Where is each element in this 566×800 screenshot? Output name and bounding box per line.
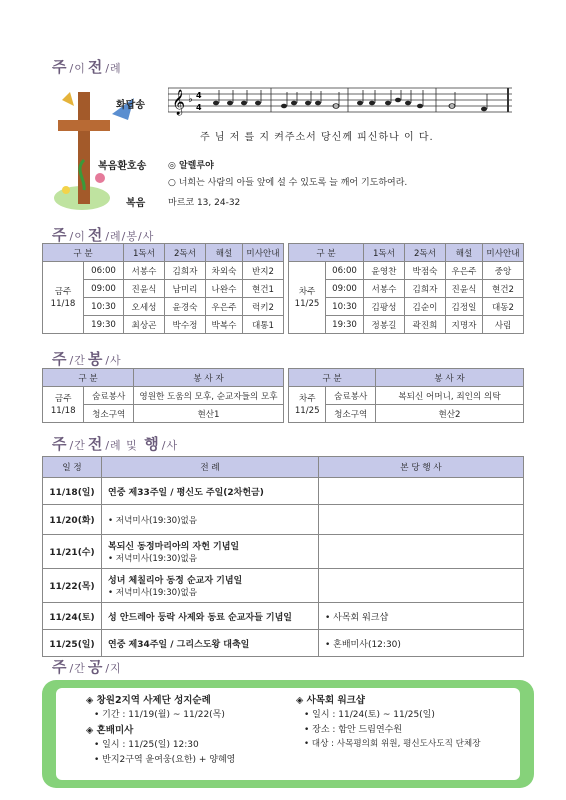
gospel-acclamation-line-1: ◎ 알렐루야 <box>168 161 214 171</box>
schedule-event <box>319 505 524 535</box>
volunteer-section-title: 주 /간 봉 /사 <box>52 350 122 368</box>
table-cell: 오세성 <box>124 298 165 316</box>
table-cell: 현산2 <box>376 405 524 423</box>
gospel-acclamation-line-2: ○ 너희는 사람의 아들 앞에 설 수 있도록 늘 깨어 기도하여라. <box>168 178 408 188</box>
table-cell: 곽진희 <box>405 316 446 334</box>
week-label: 금주 11/18 <box>43 262 84 334</box>
schedule-event <box>319 478 524 505</box>
svg-text:♭: ♭ <box>188 94 193 105</box>
table-cell: 김정일 <box>446 298 483 316</box>
notice-item: • 일시 : 11/24(토) ~ 11/25(일) <box>304 710 435 720</box>
liturgy-section-title: 주 /이 전 /례 <box>52 58 122 76</box>
table-cell: 06:00 <box>326 262 364 280</box>
table-cell: 사림 <box>483 316 524 334</box>
header-cell: 2독서 <box>165 244 206 262</box>
header-cell: 전 례 <box>102 457 319 478</box>
header-cell: 구 분 <box>289 244 364 262</box>
table-cell: 09:00 <box>84 280 124 298</box>
table-cell: 박복수 <box>206 316 243 334</box>
table-cell: 럭키2 <box>243 298 284 316</box>
schedule-event <box>319 535 524 569</box>
schedule-table <box>42 456 524 657</box>
header-cell: 미사안내 <box>483 244 524 262</box>
week-label: 금주 11/18 <box>43 387 84 423</box>
header-cell: 구 분 <box>289 369 376 387</box>
header-cell: 1독서 <box>124 244 165 262</box>
table-cell: 대통1 <box>243 316 284 334</box>
table-cell: 지명자 <box>446 316 483 334</box>
table-row <box>43 478 524 505</box>
notice-heading: ◈ 혼배미사 <box>86 725 134 736</box>
gospel-reference: 마르코 13, 24-32 <box>168 198 241 208</box>
table-cell: 현건1 <box>243 280 284 298</box>
table-cell: 우은주 <box>206 298 243 316</box>
table-cell: 박수정 <box>165 316 206 334</box>
notice-item: • 일시 : 11/25(일) 12:30 <box>94 740 199 750</box>
table-cell: 19:30 <box>84 316 124 334</box>
header-cell: 구 분 <box>43 369 134 387</box>
header-cell: 본 당 행 사 <box>319 457 524 478</box>
schedule-event <box>319 569 524 603</box>
table-row <box>43 569 524 603</box>
schedule-date: 11/22(목) <box>43 569 102 603</box>
header-cell: 2독서 <box>405 244 446 262</box>
schedule-date: 11/25(일) <box>43 630 102 657</box>
schedule-liturgy: 복되신 동정마리아의 자헌 기념일 • 저녁미사(19:30)없음 <box>102 535 319 569</box>
notice-item: • 기간 : 11/19(월) ~ 11/22(목) <box>94 710 225 720</box>
table-cell: 현산1 <box>134 405 284 423</box>
notice-heading: ◈ 사목회 워크샵 <box>296 695 365 706</box>
header-cell: 구 분 <box>43 244 124 262</box>
notice-section-title: 주 /간 공 /지 <box>52 658 122 676</box>
table-row <box>43 535 524 569</box>
table-cell: 숨료봉사 <box>84 387 134 405</box>
schedule-date: 11/18(일) <box>43 478 102 505</box>
service-table-this-week <box>42 243 284 334</box>
schedule-liturgy: 성녀 체칠리아 동정 순교자 기념일 • 저녁미사(19:30)없음 <box>102 569 319 603</box>
table-cell: 박점숙 <box>405 262 446 280</box>
table-cell: 진윤식 <box>124 280 165 298</box>
notice-item: • 반지2구역 윤여웅(요한) + 양혜영 <box>94 755 236 765</box>
table-cell: 우은주 <box>446 262 483 280</box>
table-cell: 서봉수 <box>124 262 165 280</box>
table-cell: 청소구역 <box>326 405 376 423</box>
table-cell: 숨료봉사 <box>326 387 376 405</box>
table-cell: 중앙 <box>483 262 524 280</box>
header-cell: 일 정 <box>43 457 102 478</box>
schedule-date: 11/20(화) <box>43 505 102 535</box>
table-cell: 남미리 <box>165 280 206 298</box>
svg-text:𝄞: 𝄞 <box>172 90 186 115</box>
table-cell: 김희자 <box>165 262 206 280</box>
schedule-date: 11/21(수) <box>43 535 102 569</box>
gospel-acclamation-label: 복음환호송 <box>98 161 147 172</box>
schedule-liturgy: 연중 제34주일 / 그리스도왕 대축일 <box>102 630 319 657</box>
table-cell: 10:30 <box>326 298 364 316</box>
table-cell: 06:00 <box>84 262 124 280</box>
table-row <box>43 603 524 630</box>
header-cell: 봉 사 자 <box>376 369 524 387</box>
table-cell: 김순이 <box>405 298 446 316</box>
table-cell: 최상곤 <box>124 316 165 334</box>
table-cell: 영원한 도움의 모후, 순교자들의 모후 <box>134 387 284 405</box>
table-cell: 대동2 <box>483 298 524 316</box>
table-row <box>43 505 524 535</box>
svg-text:4: 4 <box>196 91 202 100</box>
service-section-title: 주 /이 전 /례/봉/사 <box>52 226 155 244</box>
week-label: 차주 11/25 <box>289 387 326 423</box>
service-table-next-week <box>288 243 524 334</box>
notice-item: • 장소 : 함안 드림연수원 <box>304 725 403 735</box>
table-cell: 윤영찬 <box>364 262 405 280</box>
schedule-event: • 사목회 워크샵 <box>319 603 524 630</box>
header-cell: 1독서 <box>364 244 405 262</box>
table-cell: 복되신 어머니, 죄인의 의탁 <box>376 387 524 405</box>
volunteer-table-this-week <box>42 368 284 423</box>
schedule-date: 11/24(토) <box>43 603 102 630</box>
gospel-label: 복음 <box>126 198 146 209</box>
table-cell: 청소구역 <box>84 405 134 423</box>
header-cell: 미사안내 <box>243 244 284 262</box>
notice-item: • 대상 : 사목평의회 위원, 평신도사도직 단체장 <box>304 739 481 749</box>
svg-text:4: 4 <box>196 103 202 112</box>
table-cell: 09:00 <box>326 280 364 298</box>
schedule-liturgy: 성 안드레아 둥락 사제와 동료 순교자들 기념일 <box>102 603 319 630</box>
table-cell: 차외숙 <box>206 262 243 280</box>
hymn-lyrics: 주 님 저 를 지 켜주소서 당신께 피신하나 이 다. <box>200 132 434 143</box>
schedule-section-title: 주 /간 전 /례 및 행 /사 <box>52 435 179 453</box>
table-cell: 정봉길 <box>364 316 405 334</box>
table-cell: 김희자 <box>405 280 446 298</box>
header-cell: 해설 <box>206 244 243 262</box>
table-cell: 서봉수 <box>364 280 405 298</box>
table-cell: 김팡성 <box>364 298 405 316</box>
header-cell: 봉 사 자 <box>134 369 284 387</box>
table-cell: 나완수 <box>206 280 243 298</box>
table-cell: 윤경숙 <box>165 298 206 316</box>
table-cell: 10:30 <box>84 298 124 316</box>
schedule-event: • 혼배미사(12:30) <box>319 630 524 657</box>
volunteer-table-next-week <box>288 368 524 423</box>
hymn-label: 화답송 <box>116 100 145 111</box>
notice-heading: ◈ 창원2지역 사제단 성지순례 <box>86 695 211 706</box>
table-cell: 진윤식 <box>446 280 483 298</box>
table-cell: 현건2 <box>483 280 524 298</box>
table-row <box>43 630 524 657</box>
hymn-music-staff <box>168 82 514 122</box>
table-cell: 반지2 <box>243 262 284 280</box>
schedule-liturgy: 연중 제33주일 / 평신도 주일(2차헌금) <box>102 478 319 505</box>
schedule-liturgy: • 저녁미사(19:30)없음 <box>102 505 319 535</box>
week-label: 차주 11/25 <box>289 262 326 334</box>
table-cell: 19:30 <box>326 316 364 334</box>
header-cell: 해설 <box>446 244 483 262</box>
